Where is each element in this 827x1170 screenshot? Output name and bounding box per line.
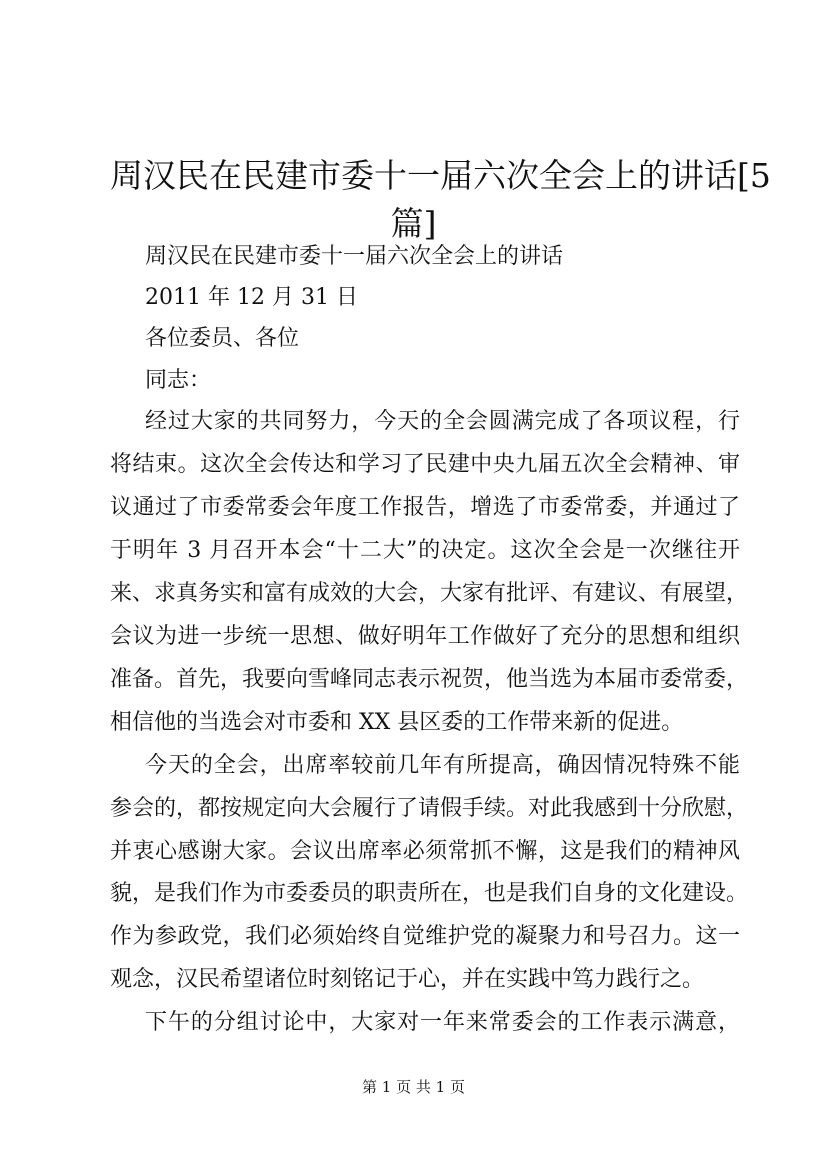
paragraph-2-line: 今天的全会，出席率较前几年有所提高，确因情况特殊不能 [145, 753, 740, 778]
document-title-line-1: 周汉民在民建市委十一届六次全会上的讲话[5 [110, 156, 771, 195]
paragraph-1-line: 准备。首先，我要向雪峰同志表示祝贺，他当选为本届市委常委， [110, 667, 749, 692]
document-title-line-2: 篇] [390, 204, 437, 243]
salutation-line-2: 同志： [145, 368, 212, 393]
paragraph-2-line: 参会的，都按规定向大会履行了请假手续。对此我感到十分欣慰， [110, 796, 749, 821]
paragraph-1-line: 议通过了市委常委会年度工作报告，增选了市委常委，并通过了 [110, 495, 740, 520]
paragraph-1-line: 相信他的当选会对市委和 XX 县区委的工作带来新的促进。 [110, 710, 684, 735]
paragraph-1-line: 将结束。这次全会传达和学习了民建中央九届五次全会精神、审 [110, 452, 740, 477]
subtitle: 周汉民在民建市委十一届六次全会上的讲话 [145, 244, 564, 269]
paragraph-2-line: 貌，是我们作为市委委员的职责所在，也是我们自身的文化建设。 [110, 881, 749, 906]
paragraph-1-line: 会议为进一步统一思想、做好明年工作做好了充分的思想和组织 [110, 624, 740, 649]
salutation-line-1: 各位委员、各位 [145, 326, 300, 351]
paragraph-1-line: 经过大家的共同努力，今天的全会圆满完成了各项议程，行 [145, 409, 740, 434]
paragraph-2-line: 观念，汉民希望诸位时刻铭记于心，并在实践中笃力践行之。 [110, 967, 705, 992]
paragraph-2-line: 并衷心感谢大家。会议出席率必须常抓不懈，这是我们的精神风 [110, 839, 740, 864]
date: 2011 年 12 月 31 日 [145, 285, 358, 310]
paragraph-2-line: 作为参政党，我们必须始终自觉维护党的凝聚力和号召力。这一 [110, 924, 740, 949]
page-footer: 第 1 页 共 1 页 [362, 1078, 465, 1096]
paragraph-1-line: 来、求真务实和富有成效的大会，大家有批评、有建议、有展望， [110, 581, 749, 606]
paragraph-3-line: 下午的分组讨论中，大家对一年来常委会的工作表示满意， [145, 1010, 740, 1035]
paragraph-1-line: 于明年 3 月召开本会“十二大”的决定。这次全会是一次继往开 [110, 538, 740, 563]
